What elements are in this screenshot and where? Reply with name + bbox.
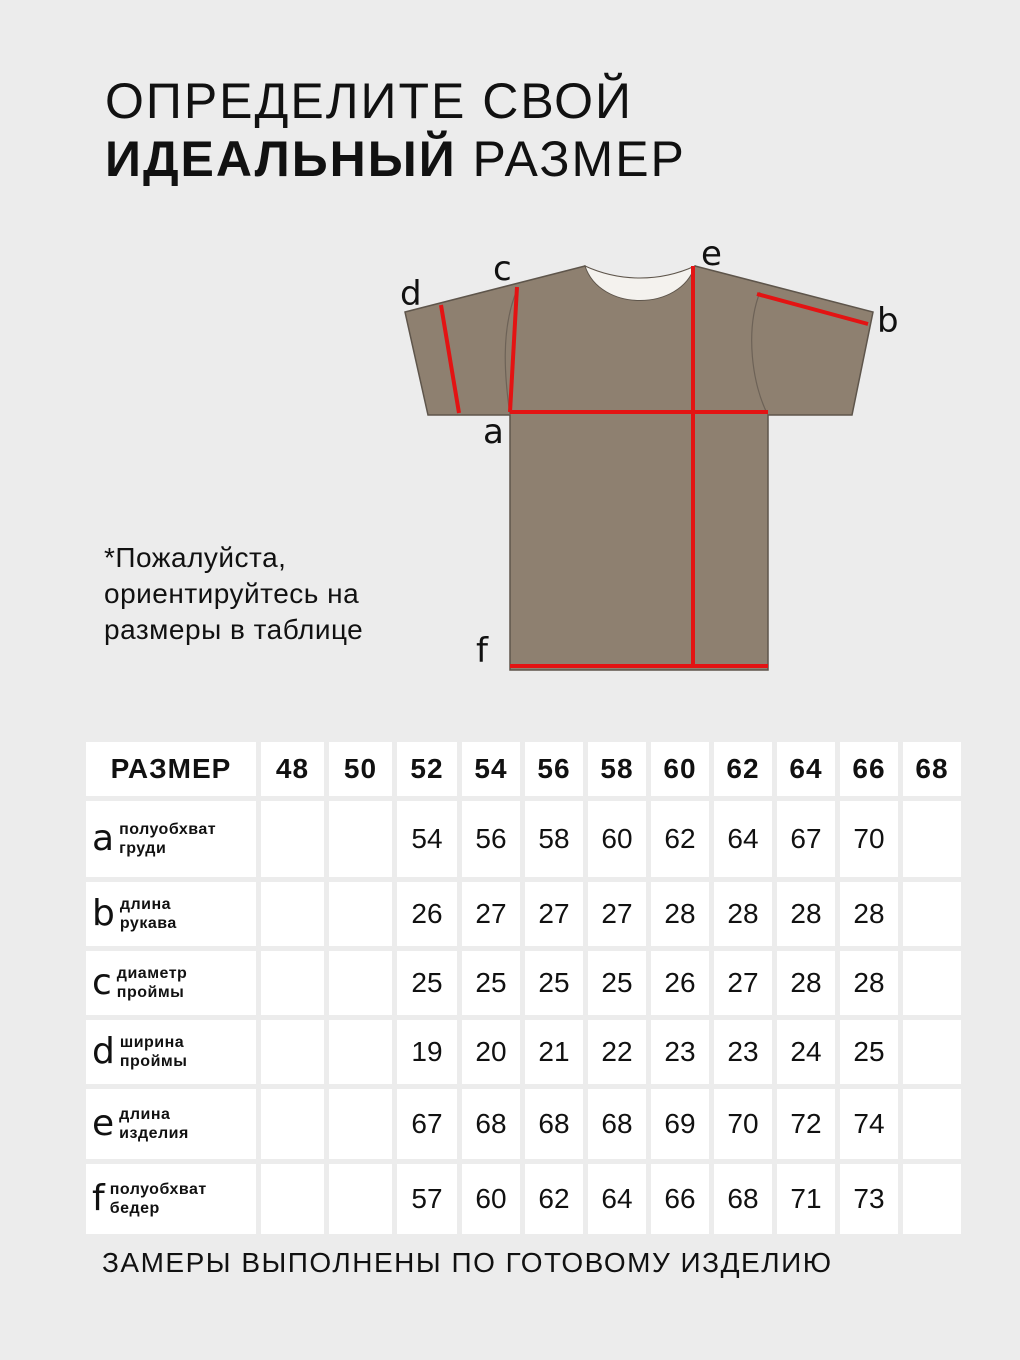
header-size-10: 66 [840,742,898,796]
row-letter: d [92,1031,115,1072]
table-cell: 68 [525,1089,583,1159]
table-cell [903,882,961,946]
sizing-note: *Пожалуйста, ориентируйтесь на размеры в таблице [104,542,364,645]
row-letter: b [92,893,115,934]
table-cell: 64 [588,1164,646,1234]
table-cell: 74 [840,1089,898,1159]
table-cell: 66 [651,1164,709,1234]
table-cell: 28 [840,951,898,1015]
row-letter: a [92,818,115,859]
table-cell [261,1089,324,1159]
table-cell: 26 [651,951,709,1015]
row-description: ширина проймы [119,1034,188,1070]
table-cell: 58 [525,801,583,877]
label-c: c [493,249,512,289]
table-cell: 22 [588,1020,646,1084]
table-cell: 20 [462,1020,520,1084]
header-size-6: 58 [588,742,646,796]
table-cell: 60 [462,1164,520,1234]
row-header-c [86,951,256,1015]
label-b: b [877,301,899,341]
table-cell: 64 [714,801,772,877]
header-size-4: 54 [462,742,520,796]
title-rest-word: РАЗМЕР [456,131,686,187]
header-size-5: 56 [525,742,583,796]
table-cell [261,951,324,1015]
header-size-11: 68 [903,742,961,796]
row-description: полуобхват груди [119,821,217,857]
header-size-9: 64 [777,742,835,796]
table-cell: 25 [840,1020,898,1084]
table-cell [329,801,392,877]
row-description: диаметр проймы [116,965,188,1001]
table-cell [261,1164,324,1234]
label-d: d [400,274,422,314]
table-cell: 68 [588,1089,646,1159]
row-header-d [86,1020,256,1084]
table-cell: 25 [462,951,520,1015]
table-cell: 28 [651,882,709,946]
table-cell: 19 [397,1020,457,1084]
header-size-label: РАЗМЕР [86,742,256,796]
table-cell: 26 [397,882,457,946]
table-cell [903,1164,961,1234]
table-cell [329,951,392,1015]
table-cell: 25 [588,951,646,1015]
row-header-f [86,1164,256,1234]
row-description: полуобхват бедер [109,1181,207,1217]
label-a: a [483,412,504,452]
title-line-1: ОПРЕДЕЛИТЕ СВОЙ [105,73,633,129]
footer-note: ЗАМЕРЫ ВЫПОЛНЕНЫ ПО ГОТОВОМУ ИЗДЕЛИЮ [102,1247,833,1278]
header-size-7: 60 [651,742,709,796]
table-cell: 27 [525,882,583,946]
header-size-8: 62 [714,742,772,796]
table-cell [329,1089,392,1159]
table-cell: 60 [588,801,646,877]
table-cell [329,1020,392,1084]
table-cell: 71 [777,1164,835,1234]
table-cell: 73 [840,1164,898,1234]
row-header-e [86,1089,256,1159]
table-cell [903,1089,961,1159]
table-cell: 57 [397,1164,457,1234]
table-cell: 62 [525,1164,583,1234]
table-cell: 69 [651,1089,709,1159]
row-description: длина рукава [119,896,177,932]
table-cell: 27 [462,882,520,946]
table-cell: 56 [462,801,520,877]
label-e: e [701,234,722,274]
table-cell: 28 [714,882,772,946]
table-cell: 27 [588,882,646,946]
label-f: f [476,631,488,671]
row-letter: f [92,1178,105,1219]
table-cell: 28 [840,882,898,946]
table-cell [261,1020,324,1084]
header-size-1: 48 [261,742,324,796]
table-cell [903,951,961,1015]
table-cell: 68 [714,1164,772,1234]
table-cell: 21 [525,1020,583,1084]
table-cell: 70 [840,801,898,877]
table-cell [903,1020,961,1084]
table-cell: 67 [397,1089,457,1159]
row-letter: c [92,962,112,1003]
row-description: длина изделия [119,1106,189,1142]
table-cell [261,882,324,946]
table-cell: 72 [777,1089,835,1159]
table-cell: 24 [777,1020,835,1084]
header-size-3: 52 [397,742,457,796]
size-table [86,742,961,1234]
header-size-2: 50 [329,742,392,796]
table-cell [261,801,324,877]
table-cell: 27 [714,951,772,1015]
table-cell: 28 [777,951,835,1015]
table-cell: 28 [777,882,835,946]
row-header-a [86,801,256,877]
row-header-b [86,882,256,946]
title-bold-word: ИДЕАЛЬНЫЙ [105,131,457,187]
table-cell: 70 [714,1089,772,1159]
tshirt-silhouette [405,266,873,670]
table-cell: 25 [397,951,457,1015]
table-cell: 23 [714,1020,772,1084]
table-cell [329,1164,392,1234]
table-cell: 68 [462,1089,520,1159]
row-letter: e [92,1103,115,1144]
table-cell: 23 [651,1020,709,1084]
table-cell [329,882,392,946]
table-cell: 25 [525,951,583,1015]
table-cell: 67 [777,801,835,877]
table-cell: 54 [397,801,457,877]
table-cell [903,801,961,877]
table-cell: 62 [651,801,709,877]
